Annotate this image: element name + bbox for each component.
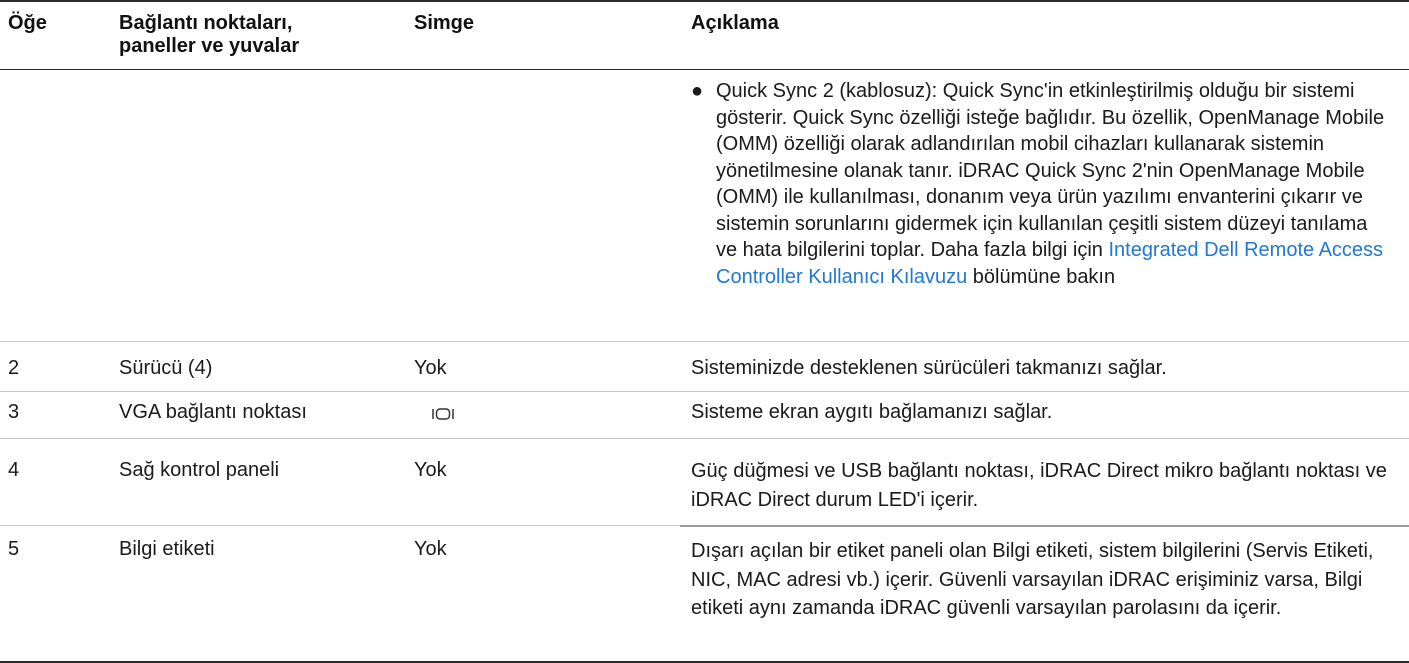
row-item-number: 3	[8, 401, 20, 423]
row-description: Güç düğmesi ve USB bağlantı noktası, iDRAC Direct mikro bağlantı noktası ve iDRAC Direct durum LED'i içerir.	[691, 460, 1387, 511]
row-description: Dışarı açılan bir etiket paneli olan Bilgi etiketi, sistem bilgilerini (Servis Etiketi, NIC, MAC adresi vb.) içerir. Güvenli varsayılan iDRAC erişiminiz varsa, Bilgi etiketi aynı zamanda iDRAC güvenli varsayılan parolasını da içerir.	[691, 540, 1374, 619]
row-divider	[0, 525, 680, 526]
header-description: Açıklama	[691, 12, 779, 34]
bullet-icon: ●	[691, 80, 704, 102]
row-item-number: 4	[8, 459, 20, 481]
row-item-number: 2	[8, 357, 20, 379]
row-port-name: VGA bağlantı noktası	[119, 401, 307, 423]
row-port-name: Bilgi etiketi	[119, 538, 215, 560]
row-icon-text: Yok	[414, 459, 447, 481]
row-icon-text: Yok	[414, 538, 447, 560]
row-item-number: 5	[8, 538, 20, 560]
table-header	[0, 0, 1409, 70]
header-ports: Bağlantı noktaları, paneller ve yuvalar	[119, 12, 300, 57]
row-icon-text: Yok	[414, 357, 447, 379]
row-divider	[0, 341, 1409, 342]
vga-port-icon	[432, 408, 454, 420]
row-divider	[0, 438, 1409, 439]
row-divider	[0, 391, 1409, 392]
row-port-name: Sürücü (4)	[119, 357, 213, 379]
row-description: Sisteme ekran aygıtı bağlamanızı sağlar.	[691, 401, 1053, 423]
quick-sync-text: Quick Sync 2 (kablosuz): Quick Sync'in etkinleştirilmiş olduğu bir sistemi gösterir. Quick Sync özelliği isteğe bağlıdır. Bu özellik, OpenManage Mobile (OMM) özelliği olarak adlandırılan mobil cihazları kullanarak sistemin yönetilmesine olanak tanır. iDRAC Quick Sync 2'nin OpenManage Mobile (OMM) ile kullanılması, donanım veya ürün yazılımı envanterini çıkarır ve sistemin sorunlarını gidermek için kullanılan çeşitli sistem düzeyi tanılama ve hata bilgilerini toplar. Daha fazla bilgi için	[716, 80, 1385, 261]
quick-sync-text-end: bölümüne bakın	[967, 265, 1116, 288]
idrac-user-guide-link[interactable]: Integrated Dell Remote Access Controller Kullanıcı Kılavuzu	[716, 239, 1384, 288]
header-item: Öğe	[8, 12, 47, 34]
row-port-name: Sağ kontrol paneli	[119, 459, 280, 481]
header-icon: Simge	[414, 12, 475, 34]
row-divider-emphasis	[680, 525, 1409, 527]
row-description: Sisteminizde desteklenen sürücüleri takmanızı sağlar.	[691, 357, 1167, 379]
quick-sync-description	[716, 78, 1391, 290]
